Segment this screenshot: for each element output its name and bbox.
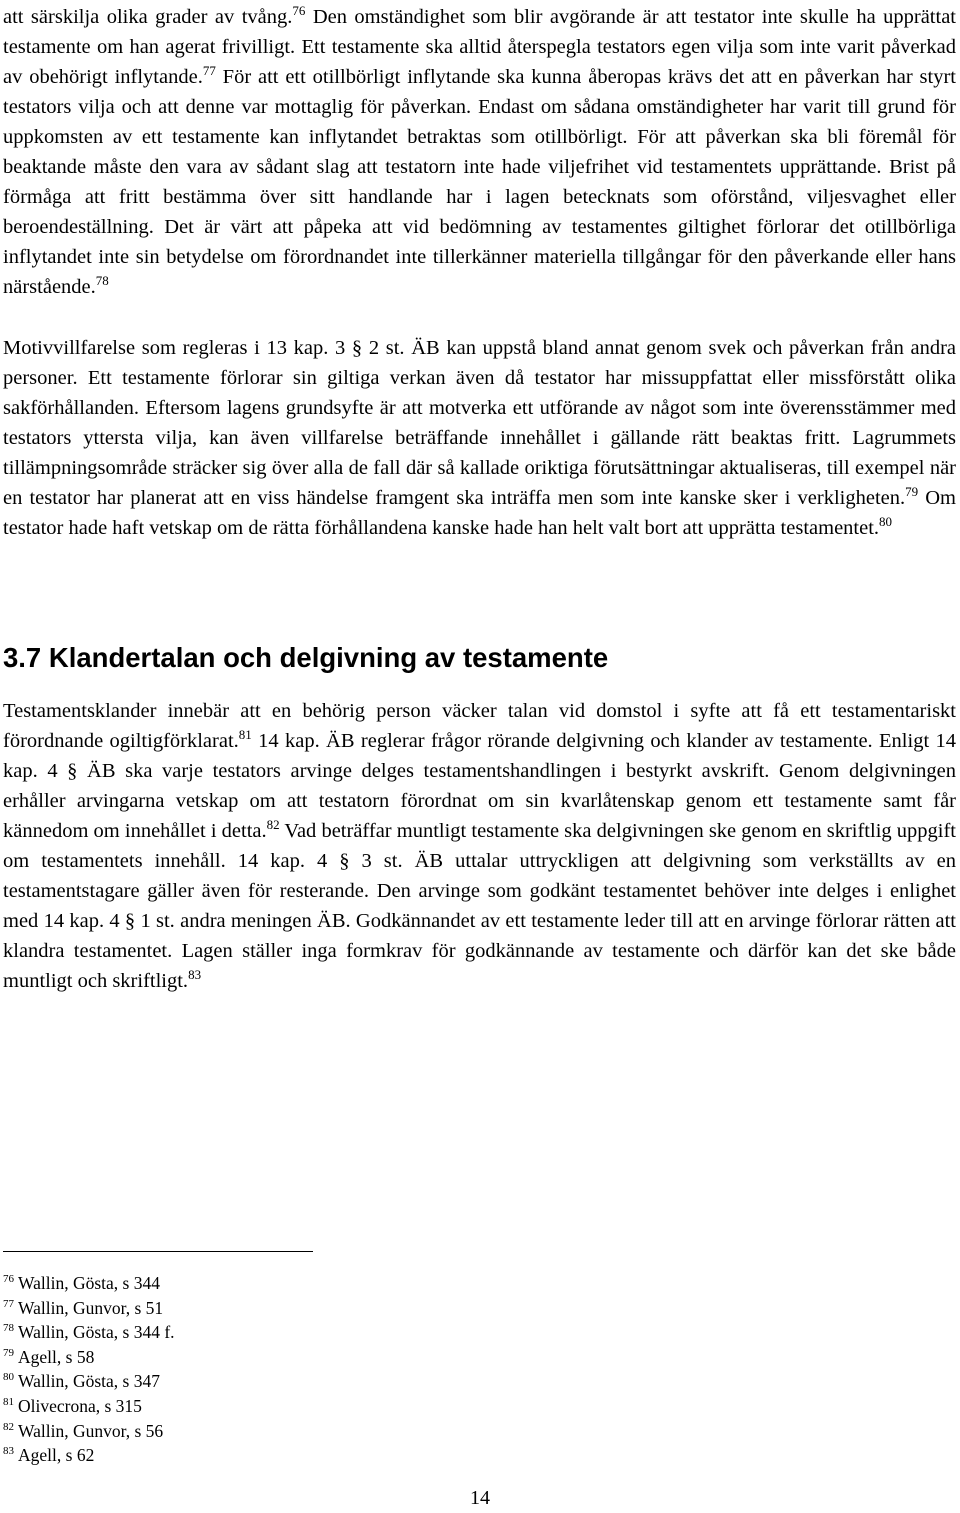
paragraph-text: Den omständighet som blir avgörande är att testator inte skulle ha upprättat testamente om han agerat frivilligt. Ett testamente ska alltid återspegla testators egen vilja som inte varit påverkad av obehörigt inflytande. — [3, 6, 956, 88]
footnote-reference: 83 — [188, 967, 202, 982]
body-paragraph-motive-error — [3, 333, 956, 543]
paragraph-text: För att ett otillbörligt inflytande ska kunna åberopas krävs det att en påverkan har styrt testators vilja och att denne var mottaglig för påverkan. Endast om sådana omständigheter har varit till grund för uppkomsten av ett testamente kan inflytandet betraktas som otillbörligt. För att påverkan ska bli föremål för beaktande måste den vara av sådant slag att testatorn inte hade viljefrihet vid testamentets upprättande. Brist på förmåga att fritt bestämma över sitt handlande har i lagen betecknats som oförstånd, viljesvaghet eller beroendeställning. Det är värt att påpeka att vid bedömning av testamentes giltighet förlorar det otillbörliga inflytandet inte sin betydelse om förordnandet inte tillerkänner materiella tillgångar för den påverkande eller hans närstående. — [3, 66, 957, 298]
body-paragraph-contest-and-service — [3, 696, 956, 996]
footnote-item — [3, 1394, 603, 1419]
footnote-reference: 79 — [905, 484, 919, 499]
footnote-number: 80 — [3, 1371, 14, 1384]
footnote-reference: 82 — [266, 817, 280, 832]
footnote-reference: 77 — [202, 63, 216, 78]
footnote-text: Agell, s 62 — [18, 1445, 95, 1466]
footnote-number: 76 — [3, 1273, 14, 1285]
footnote-reference: 78 — [95, 273, 109, 288]
footnote-number: 81 — [3, 1395, 14, 1408]
footnote-item — [3, 1296, 603, 1321]
footnote-text: Wallin, Gunvor, s 56 — [18, 1420, 164, 1441]
footnote-number: 77 — [3, 1297, 14, 1310]
paragraph-text: Motivvillfarelse som regleras i 13 kap. 3 § 2 st. ÄB kan uppstå bland annat genom svek och påverkan från andra personer. Ett testamente förlorar sin giltiga verkan även då testator har missuppfattat eller missförstått olika sakförhållanden. Eftersom lagens grundsyfte är att motverka ett utförande av något som inte överensstämmer med testators yttersta vilja, kan även villfarelse beträffande innehållet i gällande rätt beaktas fritt. Lagrummets tillämpningsområde sträcker sig över alla de fall där så kallade oriktiga förutsättningar aktualiseras, till exempel när en testator har planerat att en viss händelse framgent ska inträffa men som inte kanske sker i verkligheten. — [3, 337, 956, 509]
footnote-item — [3, 1271, 603, 1296]
body-paragraph-undue-influence — [3, 2, 956, 302]
footnote-separator — [3, 1251, 313, 1252]
paragraph-text: Om testator hade haft vetskap om de rätta förhållandena kanske hade han helt valt bort att upprätta testamentet. — [3, 487, 956, 539]
footnote-item — [3, 1345, 603, 1370]
footnote-number: 83 — [3, 1445, 14, 1458]
footnote-reference: 80 — [879, 514, 893, 529]
footnote-text: Wallin, Gösta, s 347 — [18, 1371, 160, 1392]
paragraph-text: Vad beträffar muntligt testamente ska delgivningen ske genom en skriftlig uppgift om testamentets innehåll. 14 kap. 4 § 3 st. ÄB uttalar uttryckligen att delgivning som verkställts av en testamentstagare gäller även för resterande. Den arvinge som godkänt testamentet behöver inte delges i enlighet med 14 kap. 4 § 1 st. andra meningen ÄB. Godkännandet av ett testamente leder till att en arvinge förlorar rätten att klandra testamentet. Lagen ställer inga formkrav för godkännande av testamente och därför kan det ske både muntligt och skriftligt. — [3, 820, 956, 992]
page-number: 14 — [470, 1487, 490, 1509]
paragraph-text: Testamentsklander innebär att en behörig person väcker talan vid domstol i syfte att få ett testamentariskt förordnande ogiltigförklarat. — [3, 700, 956, 752]
document-page — [3, 0, 956, 996]
footnote-text: Wallin, Gunvor, s 51 — [18, 1297, 164, 1318]
footnote-reference: 76 — [292, 3, 306, 18]
footnote-number: 82 — [3, 1420, 14, 1433]
footnote-item — [3, 1419, 603, 1444]
paragraph-text: 14 kap. ÄB reglerar frågor rörande delgivning och klander av testamente. Enligt 14 kap. 4 § ÄB ska varje testators arvinge delges testamentshandlingen i bestyrkt avskrift. Genom delgivningen erhåller arvingarna vetskap om att testatorn förordnat om sin kvarlåtenskap genom ett testamente samt får kännedom om innehållet i detta. — [3, 730, 956, 842]
footnote-reference: 81 — [238, 727, 252, 742]
footnote-item — [3, 1320, 603, 1345]
footnotes — [3, 1271, 603, 1468]
footnote-text: Agell, s 58 — [18, 1346, 95, 1367]
footnote-number: 78 — [3, 1322, 14, 1335]
footnote-text: Olivecrona, s 315 — [18, 1395, 142, 1416]
footnote-text: Wallin, Gösta, s 344 f. — [18, 1322, 175, 1343]
paragraph-text: att särskilja olika grader av tvång. — [3, 6, 293, 28]
section-heading: 3.7 Klandertalan och delgivning av testamente — [3, 642, 609, 673]
footnote-item — [3, 1369, 603, 1394]
footnote-number: 79 — [3, 1346, 14, 1359]
footnote-text: Wallin, Gösta, s 344 — [18, 1273, 160, 1293]
footnote-item — [3, 1443, 603, 1468]
